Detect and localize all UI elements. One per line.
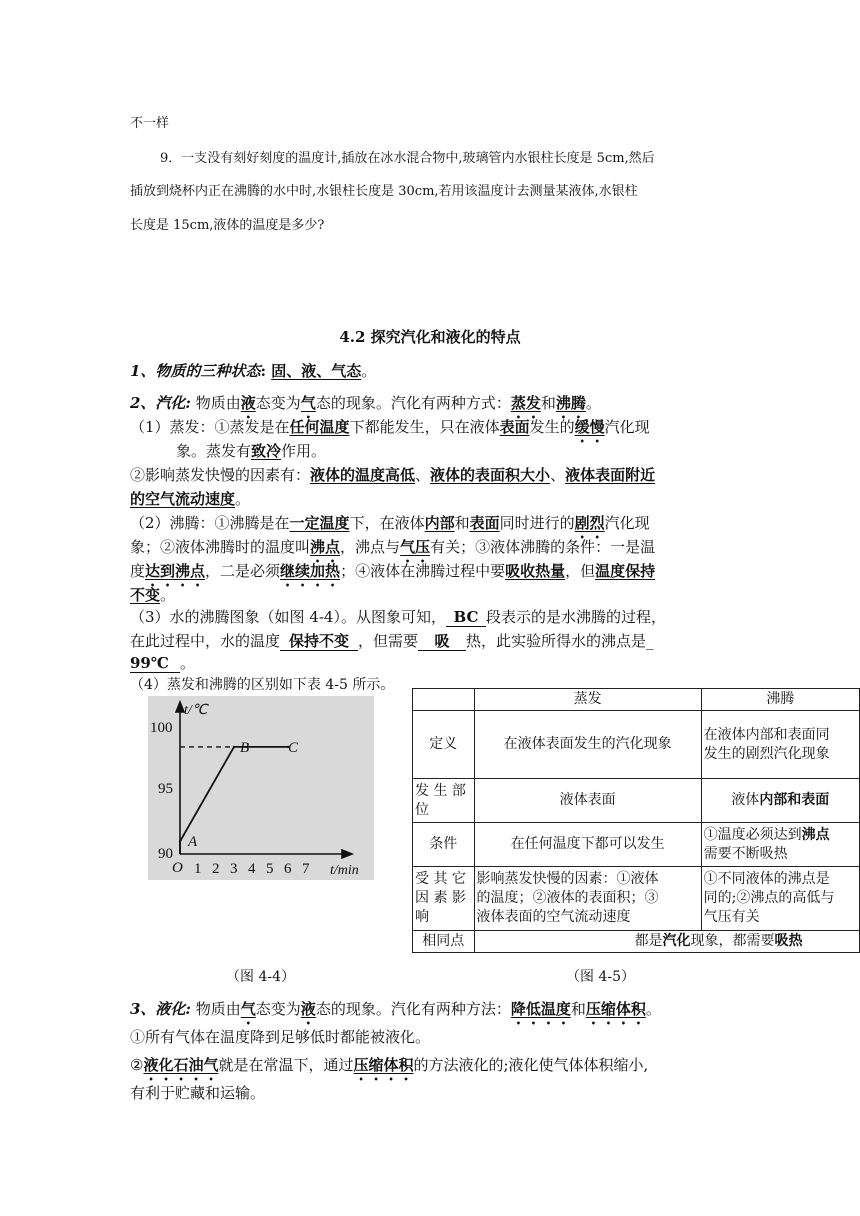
answer-blank: 99℃ (130, 654, 180, 673)
point-label-b: B (240, 740, 250, 756)
answer: 的空气流动速度 (130, 490, 236, 508)
cell-line (704, 826, 857, 845)
emphasis: 汽化 (662, 933, 691, 949)
text: 态的现象。汽化有两种方式： (315, 394, 511, 412)
x-axis-arrow (342, 850, 352, 858)
table-cell (701, 779, 859, 823)
answer: 不变 (130, 586, 161, 604)
text: ；④液体在沸腾过程中要 (340, 562, 506, 580)
text: ，但 (565, 562, 596, 580)
row-header (413, 779, 475, 823)
answer-blank: 吸 (418, 632, 466, 651)
comparison-table (412, 688, 860, 953)
cell-line: 位 (415, 801, 429, 818)
evaporation-line-4 (130, 488, 250, 509)
cell-line: 响 (415, 909, 429, 925)
text: ② (130, 1056, 144, 1074)
answer: 气 (300, 394, 316, 412)
sep: : (260, 362, 272, 380)
answer: 内部 (424, 514, 455, 532)
text: （1）蒸发：①蒸发是在 (130, 418, 290, 436)
table-cell (701, 867, 859, 931)
answer: 任何温度 (289, 418, 350, 436)
x-tick-label: 3 (230, 861, 238, 877)
cell-line: 受 其 它 (415, 871, 466, 887)
answer-blank: 保持不变 (280, 632, 358, 651)
cell-line: 需要不断吸热 (703, 845, 788, 862)
punct: 。 (361, 362, 377, 380)
text: ②影响蒸发快慢的因素有： (130, 466, 311, 484)
point-label-c: C (288, 740, 299, 756)
text: 液体 (731, 792, 760, 808)
answer: 气 (240, 1000, 256, 1018)
x-tick-label: 7 (302, 861, 310, 877)
graph-text-line-3 (130, 652, 195, 673)
text: 发生的 (529, 418, 575, 436)
x-tick-label: 5 (266, 861, 274, 877)
answer: 表面 (469, 514, 500, 532)
answer: 压缩体积 (353, 1056, 414, 1074)
table-cell (413, 689, 475, 711)
origin-label: O (172, 860, 183, 876)
answer: 沸点 (310, 538, 341, 556)
boiling-line-4 (130, 584, 175, 605)
text: 和 (570, 1000, 586, 1018)
text-line: 不一样 (130, 116, 170, 131)
y-axis-arrow (176, 702, 184, 712)
y-tick-label: 95 (158, 781, 173, 797)
x-tick-label: 1 (194, 861, 202, 877)
text: ①温度必须达到 (703, 826, 802, 843)
label: 3、液化: (130, 1000, 191, 1018)
cell-line: 发 生 部 (415, 782, 466, 799)
text: 下都能发生，只在液体 (349, 418, 500, 436)
table-cell: 在液体表面发生的汽化现象 (474, 711, 701, 779)
punct: 。 (180, 654, 196, 672)
answer: 液 (240, 394, 256, 412)
answer: 蒸发 (510, 394, 541, 412)
text: 在此过程中，水的温度 (130, 632, 281, 650)
answer-blank: BC (446, 608, 486, 627)
text: 和 (540, 394, 556, 412)
text: 现象，都需要 (690, 933, 775, 949)
liquefaction-line-2: ①所有气体在温度降到足够低时都能被液化。 (130, 1028, 431, 1046)
emphasis: 沸点 (801, 826, 830, 843)
cell-line: 的温度；②液体的表面积；③ (476, 890, 659, 906)
graph-svg (148, 696, 374, 880)
text: 物质由 (190, 1000, 241, 1018)
text: （3）水的沸腾图象（如图 4-4）。从图象可知， (130, 608, 446, 626)
text: 热，此实验所得水的沸点是_ (466, 632, 654, 650)
graph-text-line-2 (130, 630, 654, 651)
table-4-5-caption: （图 4-5） (566, 969, 635, 985)
table-row (413, 931, 860, 953)
text: 、 (415, 466, 431, 484)
answer: 压缩体积 (585, 1000, 646, 1018)
table-cell: 液体表面 (474, 779, 701, 823)
table-row (413, 867, 860, 931)
answer: 达到沸点 (145, 562, 206, 580)
emphasis: 内部和表面 (759, 792, 830, 808)
cell-line: 因 素 影 (415, 890, 466, 906)
boiling-line-3 (130, 560, 655, 590)
section-title: 4.2 探究汽化和液化的特点 (339, 328, 521, 346)
table-row (413, 711, 860, 779)
answer: 剧烈 (574, 514, 605, 532)
x-tick-label: 4 (248, 861, 256, 877)
text: 态变为 (255, 1000, 301, 1018)
text: 都是 (634, 933, 663, 949)
cell-line: 液体表面的空气流动速度 (476, 909, 631, 925)
table-row (413, 779, 860, 823)
text: 、 (550, 466, 566, 484)
table-cell (474, 867, 701, 931)
liquefaction-line-3 (130, 1054, 648, 1084)
boiling-graph (148, 696, 374, 880)
row-header: 条件 (413, 823, 475, 867)
y-tick-label: 90 (158, 846, 173, 862)
paragraph-liquefaction (130, 998, 661, 1028)
cell-line: 气压有关 (703, 909, 760, 925)
table-cell: 在任何温度下都可以发生 (474, 823, 701, 867)
text: 下，在液体 (349, 514, 425, 532)
graph-text-line-1 (130, 606, 666, 627)
punct: 。 (645, 1000, 661, 1018)
answer: 固、液、气态 (271, 362, 362, 380)
answer: 吸收热量 (505, 562, 566, 580)
point-label-a: A (188, 834, 198, 850)
text: 汽化现 (604, 514, 650, 532)
label: 1、物质的三种状态 (130, 362, 261, 380)
evaporation-line-2 (176, 440, 326, 461)
question-9-line-2: 插放到烧杯内正在沸腾的水中时,水银柱长度是 30cm,若用该温度计去测量某液体,水银柱 (130, 184, 638, 199)
text: 的方法液化的;液化使气体体积缩小, (413, 1056, 649, 1074)
text: 汽化现 (604, 418, 650, 436)
answer: 继续加热 (280, 562, 341, 580)
row-header (413, 867, 475, 931)
table-intro: （4）蒸发和沸腾的区别如下表 4-5 所示。 (130, 677, 395, 693)
emphasis: 吸热 (774, 933, 803, 949)
text: 作用。 (281, 442, 327, 460)
x-tick-label: 6 (284, 861, 292, 877)
table-row (413, 689, 860, 711)
text: 象。蒸发有 (176, 442, 252, 460)
text: 物质由 (190, 394, 241, 412)
text: 就是在常温下，通过 (218, 1056, 354, 1074)
answer: 气压 (400, 538, 431, 556)
answer: 液体的温度高低 (310, 466, 416, 484)
text: 象；②液体沸腾时的温度叫 (130, 538, 311, 556)
text: 态的现象。汽化有两种方法： (315, 1000, 511, 1018)
text: 有关；③液体沸腾的条件：一是温 (430, 538, 656, 556)
label: 2、汽化: (130, 394, 191, 412)
answer: 液体表面附近 (565, 466, 656, 484)
text: 同时进行的 (499, 514, 575, 532)
answer: 温度保持 (595, 562, 656, 580)
answer: 致冷 (251, 442, 282, 460)
y-axis-label: t/℃ (184, 703, 208, 718)
answer: 缓慢 (574, 418, 605, 436)
table-cell (701, 711, 859, 779)
question-9-line-1: 9．一支没有刻好刻度的温度计,插放在冰水混合物中,玻璃管内水银柱长度是 5cm,然后 (160, 151, 655, 166)
answer: 降低温度 (510, 1000, 571, 1018)
punct: 。 (160, 586, 176, 604)
cell-line: ①不同液体的沸点是 (703, 871, 830, 887)
question-9-line-3: 长度是 15cm,液体的温度是多少? (130, 218, 325, 233)
answer: 液 (300, 1000, 316, 1018)
answer: 一定温度 (289, 514, 350, 532)
table-header: 沸腾 (701, 689, 859, 711)
text: ，但需要 (358, 632, 419, 650)
answer: 沸腾 (555, 394, 586, 412)
answer: 表面 (499, 418, 530, 436)
text: 段表示的是水沸腾的过程， (485, 608, 666, 626)
row-header: 定义 (413, 711, 475, 779)
liquefaction-line-4: 有利于贮藏和运输。 (130, 1084, 266, 1102)
x-tick-label: 2 (212, 861, 220, 877)
figure-4-4-caption: （图 4-4） (226, 969, 295, 985)
y-tick-label: 100 (150, 720, 173, 736)
text: ，沸点与 (340, 538, 401, 556)
text: （2）沸腾：①沸腾是在 (130, 514, 290, 532)
evaporation-line-3 (130, 464, 655, 485)
cell-line: 发生的剧烈汽化现象 (703, 745, 830, 762)
table-cell (474, 931, 859, 953)
punct: 。 (585, 394, 601, 412)
text: ，二是必须 (205, 562, 281, 580)
paragraph-states (130, 360, 376, 381)
table-row (413, 823, 860, 867)
x-axis-label: t/min (330, 863, 359, 878)
text: 态变为 (255, 394, 301, 412)
text: 和 (454, 514, 470, 532)
data-point (179, 840, 181, 842)
table-cell (701, 823, 859, 867)
data-point (233, 746, 235, 748)
row-header: 相同点 (413, 931, 475, 953)
table-header: 蒸发 (474, 689, 701, 711)
text: 度 (130, 562, 146, 580)
cell-line: 影响蒸发快慢的因素：①液体 (476, 871, 659, 887)
answer: 液化石油气 (143, 1056, 219, 1074)
cell-line: 在液体内部和表面同 (703, 726, 830, 743)
answer: 液体的表面积大小 (430, 466, 551, 484)
punct: 。 (235, 490, 251, 508)
cell-line: 同的;②沸点的高低与 (703, 890, 835, 906)
